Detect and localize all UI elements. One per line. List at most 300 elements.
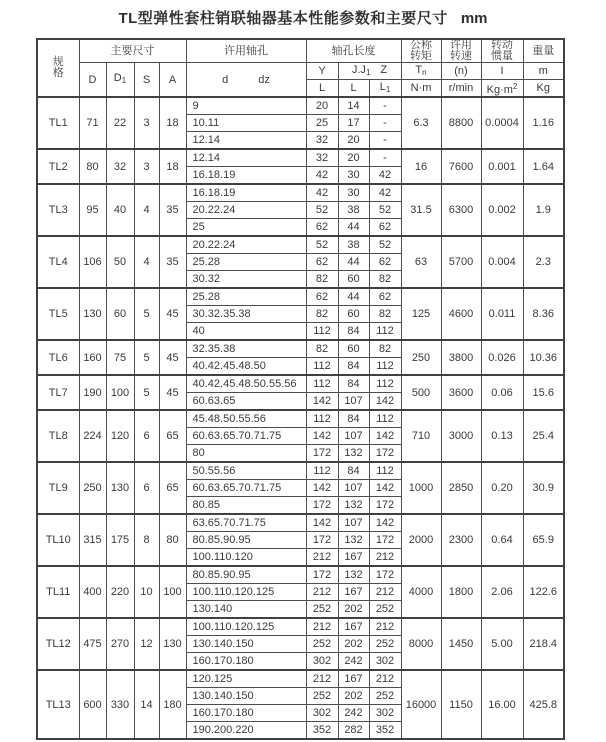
length-Z-cell: 62 <box>369 288 401 306</box>
header-mass-unit: Kg <box>523 80 564 98</box>
length-Z-cell: 302 <box>369 705 401 722</box>
length-Z-cell: 172 <box>369 566 401 584</box>
length-Y-cell: 142 <box>306 428 338 445</box>
dim-S-cell: 8 <box>134 514 159 566</box>
length-J-cell: 167 <box>338 549 369 567</box>
inertia-cell: 0.20 <box>481 462 523 514</box>
dim-S-cell: 3 <box>134 149 159 184</box>
bore-diameter-cell: 16.18.19 <box>186 184 306 202</box>
length-J-cell: 84 <box>338 462 369 480</box>
length-Y-cell: 172 <box>306 497 338 515</box>
bore-diameter-cell: 20.22.24 <box>186 236 306 254</box>
spec-cell: TL13 <box>37 670 79 739</box>
torque-cell: 250 <box>401 340 441 375</box>
dim-D-cell: 160 <box>79 340 106 375</box>
header-col-L-Y: L <box>306 80 338 98</box>
header-hole-length: 轴孔长度 <box>306 39 401 63</box>
bore-diameter-cell: 190.200.220 <box>186 722 306 740</box>
length-Z-cell: - <box>369 97 401 115</box>
bore-diameter-cell: 16.18.19 <box>186 167 306 185</box>
length-Z-cell: 252 <box>369 601 401 619</box>
mass-cell: 10.36 <box>523 340 564 375</box>
bore-diameter-cell: 25 <box>186 219 306 237</box>
length-Z-cell: 302 <box>369 653 401 671</box>
bore-diameter-cell: 9 <box>186 97 306 115</box>
dim-D1-cell: 75 <box>106 340 134 375</box>
dim-D-cell: 475 <box>79 618 106 670</box>
torque-cell: 125 <box>401 288 441 340</box>
speed-cell: 2300 <box>441 514 481 566</box>
dim-D-cell: 80 <box>79 149 106 184</box>
table-row <box>37 149 564 167</box>
torque-cell: 710 <box>401 410 441 462</box>
dim-S-cell: 3 <box>134 97 159 149</box>
length-Z-cell: 252 <box>369 688 401 705</box>
speed-cell: 7600 <box>441 149 481 184</box>
length-J-cell: 14 <box>338 97 369 115</box>
speed-cell: 1800 <box>441 566 481 618</box>
dim-D1-cell: 32 <box>106 149 134 184</box>
header-mass: 重量 <box>523 39 564 63</box>
table-row <box>37 618 564 636</box>
length-Y-cell: 42 <box>306 167 338 185</box>
table-row <box>37 670 564 688</box>
length-Y-cell: 212 <box>306 670 338 688</box>
dim-A-cell: 65 <box>159 410 186 462</box>
header-col-L1: $L_1$ <box>369 80 401 98</box>
length-Y-cell: 82 <box>306 306 338 323</box>
header-row-1 <box>37 39 564 63</box>
length-Z-cell: 352 <box>369 722 401 740</box>
length-J-cell: 107 <box>338 393 369 411</box>
page-title <box>0 7 606 28</box>
length-Z-cell: - <box>369 132 401 150</box>
header-col-L-J: L <box>338 80 369 98</box>
length-J-cell: 167 <box>338 618 369 636</box>
table-row <box>37 236 564 254</box>
length-Y-cell: 142 <box>306 480 338 497</box>
speed-cell: 3600 <box>441 375 481 410</box>
length-J-cell: 84 <box>338 323 369 341</box>
length-J-cell: 132 <box>338 532 369 549</box>
bore-diameter-cell: 25.28 <box>186 288 306 306</box>
length-J-cell: 44 <box>338 254 369 271</box>
header-inertia-symbol: I <box>481 63 523 80</box>
length-J-cell: 107 <box>338 514 369 532</box>
spec-cell: TL6 <box>37 340 79 375</box>
dim-D-cell: 250 <box>79 462 106 514</box>
length-J-cell: 167 <box>338 584 369 601</box>
header-speed-unit: r/min <box>441 80 481 98</box>
header-spec-line1: 规 <box>52 56 64 68</box>
length-J-cell: 84 <box>338 375 369 393</box>
torque-cell: 63 <box>401 236 441 288</box>
mass-cell: 122.6 <box>523 566 564 618</box>
length-Z-cell: 62 <box>369 219 401 237</box>
dim-D1-cell: 40 <box>106 184 134 236</box>
dim-D-cell: 315 <box>79 514 106 566</box>
length-J-cell: 132 <box>338 566 369 584</box>
bore-diameter-cell: 40 <box>186 323 306 341</box>
dim-D1-cell: 175 <box>106 514 134 566</box>
length-Y-cell: 112 <box>306 358 338 376</box>
dim-A-cell: 100 <box>159 566 186 618</box>
mass-cell: 1.9 <box>523 184 564 236</box>
dim-A-cell: 35 <box>159 184 186 236</box>
speed-cell: 4600 <box>441 288 481 340</box>
length-Y-cell: 62 <box>306 254 338 271</box>
length-Y-cell: 172 <box>306 532 338 549</box>
length-J-cell: 60 <box>338 271 369 289</box>
bore-diameter-cell: 130.140.150 <box>186 636 306 653</box>
mass-cell: 25.4 <box>523 410 564 462</box>
bore-diameter-cell: 10.11 <box>186 115 306 132</box>
bore-diameter-cell: 40.42.45.48.50 <box>186 358 306 376</box>
bore-diameter-cell: 80.85.90.95 <box>186 566 306 584</box>
table-body <box>37 97 564 739</box>
length-J-cell: 107 <box>338 480 369 497</box>
length-Y-cell: 32 <box>306 149 338 167</box>
table-row <box>37 375 564 393</box>
header-spec-line2: 格 <box>52 67 64 79</box>
length-J-cell: 17 <box>338 115 369 132</box>
length-Y-cell: 32 <box>306 132 338 150</box>
length-Y-cell: 82 <box>306 340 338 358</box>
length-Z-cell: 252 <box>369 636 401 653</box>
inertia-cell: 2.06 <box>481 566 523 618</box>
length-Y-cell: 142 <box>306 514 338 532</box>
dim-D-cell: 190 <box>79 375 106 410</box>
header-inertia <box>481 39 523 63</box>
length-Y-cell: 302 <box>306 653 338 671</box>
spec-cell: TL11 <box>37 566 79 618</box>
mass-cell: 1.16 <box>523 97 564 149</box>
length-Z-cell: 172 <box>369 497 401 515</box>
length-J-cell: 132 <box>338 497 369 515</box>
header-torque-unit: N·m <box>401 80 441 98</box>
bore-diameter-cell: 130.140.150 <box>186 688 306 705</box>
coupling-spec-table <box>36 38 565 740</box>
dim-S-cell: 14 <box>134 670 159 739</box>
length-Y-cell: 62 <box>306 288 338 306</box>
table-row <box>37 462 564 480</box>
spec-cell: TL2 <box>37 149 79 184</box>
length-Z-cell: 52 <box>369 236 401 254</box>
header-torque-line1: 公称 <box>410 39 432 51</box>
bore-diameter-cell: 130.140 <box>186 601 306 619</box>
length-Z-cell: 42 <box>369 167 401 185</box>
torque-cell: 31.5 <box>401 184 441 236</box>
inertia-cell: 5.00 <box>481 618 523 670</box>
length-J-cell: 30 <box>338 167 369 185</box>
dim-A-cell: 65 <box>159 462 186 514</box>
dim-S-cell: 4 <box>134 236 159 288</box>
dim-A-cell: 18 <box>159 149 186 184</box>
inertia-cell: 0.0004 <box>481 97 523 149</box>
mass-cell: 30.9 <box>523 462 564 514</box>
torque-cell: 4000 <box>401 566 441 618</box>
spec-cell: TL1 <box>37 97 79 149</box>
inertia-cell: 0.06 <box>481 375 523 410</box>
mass-cell: 425.8 <box>523 670 564 739</box>
length-Y-cell: 252 <box>306 601 338 619</box>
length-Y-cell: 112 <box>306 410 338 428</box>
length-Y-cell: 52 <box>306 236 338 254</box>
mass-cell: 2.3 <box>523 236 564 288</box>
header-speed <box>441 39 481 63</box>
header-col-d-dz: d dz <box>186 63 306 98</box>
header-col-A: A <box>159 63 186 98</box>
length-J-cell: 60 <box>338 340 369 358</box>
dim-D-cell: 95 <box>79 184 106 236</box>
header-mass-symbol: m <box>523 63 564 80</box>
length-J-cell: 38 <box>338 236 369 254</box>
header-col-S: S <box>134 63 159 98</box>
inertia-cell: 0.026 <box>481 340 523 375</box>
bore-diameter-cell: 50.55.56 <box>186 462 306 480</box>
dim-D-cell: 600 <box>79 670 106 739</box>
length-Z-cell: - <box>369 149 401 167</box>
length-J-cell: 107 <box>338 428 369 445</box>
speed-cell: 3000 <box>441 410 481 462</box>
table-row <box>37 566 564 584</box>
length-Y-cell: 302 <box>306 705 338 722</box>
bore-diameter-cell: 60.63.65.70.71.75 <box>186 428 306 445</box>
dim-S-cell: 4 <box>134 184 159 236</box>
torque-cell: 500 <box>401 375 441 410</box>
bore-diameter-cell: 160.170.180 <box>186 705 306 722</box>
dim-D1-cell: 50 <box>106 236 134 288</box>
spec-cell: TL10 <box>37 514 79 566</box>
length-J-cell: 30 <box>338 184 369 202</box>
header-speed-line2: 转速 <box>450 50 472 62</box>
header-torque <box>401 39 441 63</box>
speed-cell: 6300 <box>441 184 481 236</box>
dim-D1-cell: 60 <box>106 288 134 340</box>
torque-cell: 8000 <box>401 618 441 670</box>
bore-diameter-cell: 45.48.50.55.56 <box>186 410 306 428</box>
dim-D1-cell: 220 <box>106 566 134 618</box>
length-Z-cell: 82 <box>369 271 401 289</box>
dim-D1-cell: 330 <box>106 670 134 739</box>
header-col-Y: Y <box>306 63 338 80</box>
length-Z-cell: - <box>369 115 401 132</box>
length-Y-cell: 112 <box>306 462 338 480</box>
dim-A-cell: 180 <box>159 670 186 739</box>
length-Z-cell: 212 <box>369 670 401 688</box>
inertia-cell: 0.13 <box>481 410 523 462</box>
length-J-cell: 242 <box>338 705 369 722</box>
length-J-cell: 202 <box>338 601 369 619</box>
length-Y-cell: 352 <box>306 722 338 740</box>
dim-D1-cell: 130 <box>106 462 134 514</box>
speed-cell: 1150 <box>441 670 481 739</box>
header-spec <box>37 39 79 97</box>
speed-cell: 3800 <box>441 340 481 375</box>
inertia-cell: 0.64 <box>481 514 523 566</box>
bore-diameter-cell: 60.63.65.70.71.75 <box>186 480 306 497</box>
spec-cell: TL7 <box>37 375 79 410</box>
bore-diameter-cell: 20.22.24 <box>186 202 306 219</box>
length-Z-cell: 52 <box>369 202 401 219</box>
length-Y-cell: 212 <box>306 618 338 636</box>
inertia-cell: 0.011 <box>481 288 523 340</box>
length-Y-cell: 112 <box>306 375 338 393</box>
length-Y-cell: 42 <box>306 184 338 202</box>
bore-diameter-cell: 60.63.65 <box>186 393 306 411</box>
torque-cell: 2000 <box>401 514 441 566</box>
title-unit: mm <box>460 10 488 27</box>
speed-cell: 2850 <box>441 462 481 514</box>
length-Z-cell: 62 <box>369 254 401 271</box>
header-col-JJ1Z: $J.J_1$ Z <box>338 63 401 80</box>
header-speed-line1: 许用 <box>450 39 472 51</box>
speed-cell: 5700 <box>441 236 481 288</box>
speed-cell: 8800 <box>441 97 481 149</box>
length-Z-cell: 112 <box>369 358 401 376</box>
length-J-cell: 60 <box>338 306 369 323</box>
length-Y-cell: 252 <box>306 636 338 653</box>
length-Z-cell: 42 <box>369 184 401 202</box>
bore-diameter-cell: 80 <box>186 445 306 463</box>
header-col-D1: $D_1$ <box>106 63 134 98</box>
spec-cell: TL9 <box>37 462 79 514</box>
spec-cell: TL12 <box>37 618 79 670</box>
length-Y-cell: 20 <box>306 97 338 115</box>
length-Z-cell: 172 <box>369 532 401 549</box>
bore-diameter-cell: 25.28 <box>186 254 306 271</box>
header-inertia-line2: 惯量 <box>491 50 513 62</box>
length-J-cell: 282 <box>338 722 369 740</box>
length-J-cell: 202 <box>338 636 369 653</box>
dim-A-cell: 45 <box>159 375 186 410</box>
length-J-cell: 44 <box>338 288 369 306</box>
torque-cell: 16 <box>401 149 441 184</box>
spec-cell: TL5 <box>37 288 79 340</box>
length-Y-cell: 252 <box>306 688 338 705</box>
dim-S-cell: 12 <box>134 618 159 670</box>
dim-D1-cell: 100 <box>106 375 134 410</box>
dim-D1-cell: 22 <box>106 97 134 149</box>
header-speed-symbol: (n) <box>441 63 481 80</box>
dim-S-cell: 5 <box>134 375 159 410</box>
mass-cell: 8.36 <box>523 288 564 340</box>
bore-diameter-cell: 80.85 <box>186 497 306 515</box>
dim-A-cell: 130 <box>159 618 186 670</box>
torque-cell: 6.3 <box>401 97 441 149</box>
bore-diameter-cell: 120.125 <box>186 670 306 688</box>
dim-A-cell: 18 <box>159 97 186 149</box>
length-Y-cell: 52 <box>306 202 338 219</box>
length-Y-cell: 142 <box>306 393 338 411</box>
length-Z-cell: 142 <box>369 514 401 532</box>
length-Y-cell: 112 <box>306 323 338 341</box>
bore-diameter-cell: 100.110.120.125 <box>186 618 306 636</box>
length-Z-cell: 212 <box>369 584 401 601</box>
length-Z-cell: 112 <box>369 323 401 341</box>
length-Y-cell: 25 <box>306 115 338 132</box>
dim-S-cell: 6 <box>134 462 159 514</box>
torque-cell: 1000 <box>401 462 441 514</box>
length-Z-cell: 172 <box>369 445 401 463</box>
header-inertia-unit: $Kg\cdot m^2$ <box>481 80 523 98</box>
bore-diameter-cell: 30.32 <box>186 271 306 289</box>
length-J-cell: 38 <box>338 202 369 219</box>
mass-cell: 218.4 <box>523 618 564 670</box>
header-torque-line2: 转矩 <box>410 50 432 62</box>
length-Z-cell: 142 <box>369 480 401 497</box>
length-Z-cell: 212 <box>369 618 401 636</box>
header-torque-symbol: $T_n$ <box>401 63 441 80</box>
bore-diameter-cell: 30.32.35.38 <box>186 306 306 323</box>
inertia-cell: 0.001 <box>481 149 523 184</box>
dim-A-cell: 45 <box>159 340 186 375</box>
table-row <box>37 97 564 115</box>
length-J-cell: 44 <box>338 219 369 237</box>
length-Z-cell: 212 <box>369 549 401 567</box>
length-Z-cell: 112 <box>369 375 401 393</box>
dim-S-cell: 6 <box>134 410 159 462</box>
bore-diameter-cell: 63.65.70.71.75 <box>186 514 306 532</box>
length-Y-cell: 62 <box>306 219 338 237</box>
dim-D-cell: 224 <box>79 410 106 462</box>
mass-cell: 1.64 <box>523 149 564 184</box>
length-Z-cell: 82 <box>369 306 401 323</box>
length-J-cell: 20 <box>338 149 369 167</box>
length-Y-cell: 172 <box>306 566 338 584</box>
table-row <box>37 410 564 428</box>
length-J-cell: 84 <box>338 358 369 376</box>
header-inertia-line1: 转动 <box>491 39 513 51</box>
table-row <box>37 340 564 358</box>
bore-diameter-cell: 160.170.180 <box>186 653 306 671</box>
bore-diameter-cell: 12.14 <box>186 132 306 150</box>
length-J-cell: 202 <box>338 688 369 705</box>
length-J-cell: 167 <box>338 670 369 688</box>
inertia-cell: 0.002 <box>481 184 523 236</box>
dim-S-cell: 10 <box>134 566 159 618</box>
header-col-D: D <box>79 63 106 98</box>
length-Z-cell: 112 <box>369 410 401 428</box>
dim-D1-cell: 120 <box>106 410 134 462</box>
spec-cell: TL3 <box>37 184 79 236</box>
bore-diameter-cell: 12.14 <box>186 149 306 167</box>
dim-D1-cell: 270 <box>106 618 134 670</box>
header-main-dims: 主要尺寸 <box>79 39 186 63</box>
title-text: TL型弹性套柱销联轴器基本性能参数和主要尺寸 <box>118 10 448 27</box>
length-J-cell: 242 <box>338 653 369 671</box>
torque-cell: 16000 <box>401 670 441 739</box>
dim-A-cell: 45 <box>159 288 186 340</box>
length-Y-cell: 212 <box>306 549 338 567</box>
header-row-2 <box>37 63 564 80</box>
length-Y-cell: 212 <box>306 584 338 601</box>
table-row <box>37 184 564 202</box>
bore-diameter-cell: 80.85.90.95 <box>186 532 306 549</box>
length-J-cell: 132 <box>338 445 369 463</box>
length-Z-cell: 142 <box>369 393 401 411</box>
table-row <box>37 288 564 306</box>
length-J-cell: 84 <box>338 410 369 428</box>
table-row <box>37 514 564 532</box>
bore-diameter-cell: 100.110.120.125 <box>186 584 306 601</box>
dim-A-cell: 35 <box>159 236 186 288</box>
bore-diameter-cell: 40.42.45.48.50.55.56 <box>186 375 306 393</box>
header-allow-hole: 许用轴孔 <box>186 39 306 63</box>
dim-D-cell: 71 <box>79 97 106 149</box>
length-Y-cell: 172 <box>306 445 338 463</box>
length-Y-cell: 82 <box>306 271 338 289</box>
